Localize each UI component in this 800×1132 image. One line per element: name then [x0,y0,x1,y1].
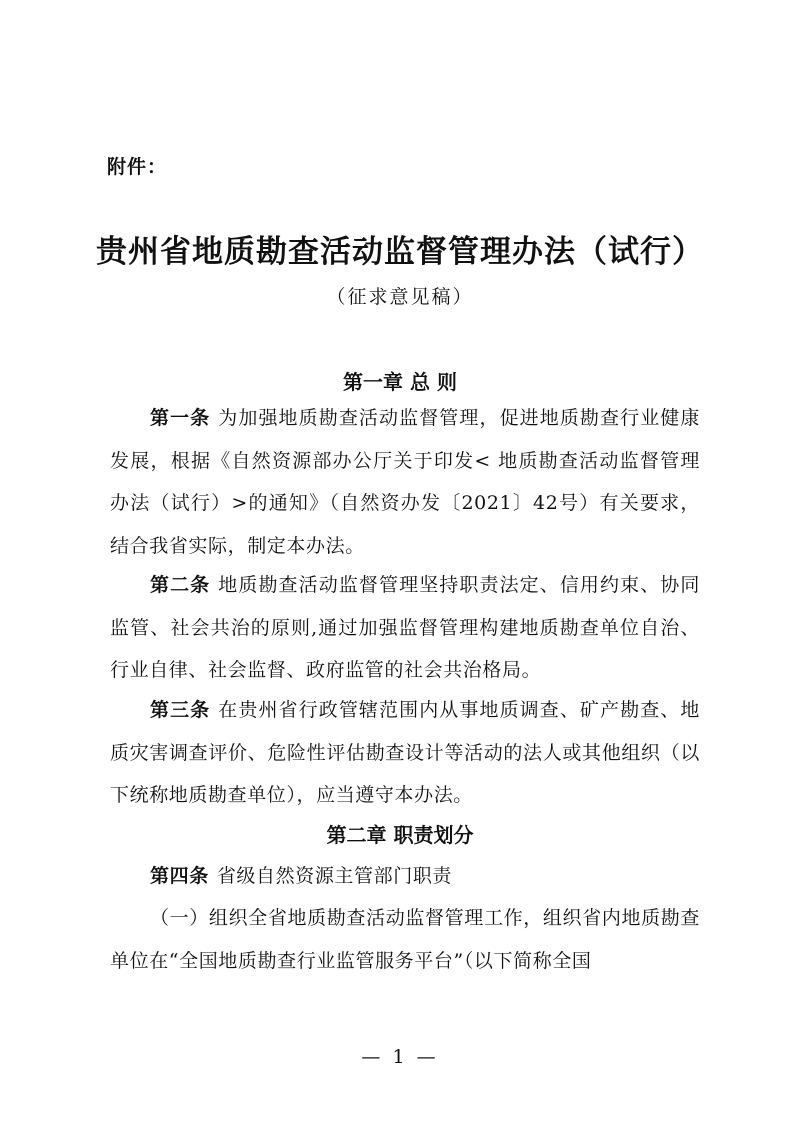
article-label: 第三条 [150,699,211,721]
article-text: 地质勘查活动监督管理坚持职责法定、信用约束、协同监管、社会共治的原则,通过加强监督管理构建地质勘查单位自治、行业自律、社会监督、政府监管的社会共治格局。 [110,574,700,681]
article-label: 第四条 [150,865,209,887]
page-number: — 1 — [361,1046,439,1068]
article-text: 为加强地质勘查活动监督管理，促进地质勘查行业健康发展，根据《自然资源部办公厅关于印发< 地质勘查活动监督管理办法（试行）>的通知》（自然资办发〔2021〕42号）有关要求，结合我省实际，制定本办法。 [110,407,700,557]
article-paragraph [110,855,700,898]
article-text: 省级自然资源主管部门职责 [216,865,453,887]
article-text: 在贵州省行政管辖范围内从事地质调查、矿产勘查、地质灾害调查评价、危险性评估勘查设计等活动的法人或其他组织（以下统称地质勘查单位），应当遵守本办法。 [110,699,700,806]
document-title: 贵州省地质勘查活动监督管理办法（试行） [96,234,704,270]
chapter-heading: 第一章 总 则 [343,370,457,394]
chapter-heading: 第二章 职责划分 [326,823,474,847]
article-label: 第一条 [150,407,211,429]
attachment-label: 附件： [107,156,168,178]
article-paragraph [110,397,700,567]
article-paragraph [110,564,700,692]
document-subtitle: （征求意见稿） [326,286,474,308]
item-paragraph: （一）组织全省地质勘查活动监督管理工作，组织省内地质勘查单位在“全国地质勘查行业监管服务平台”（以下简称全国 [110,907,700,972]
article-label: 第二条 [150,574,211,596]
article-paragraph [110,689,700,817]
